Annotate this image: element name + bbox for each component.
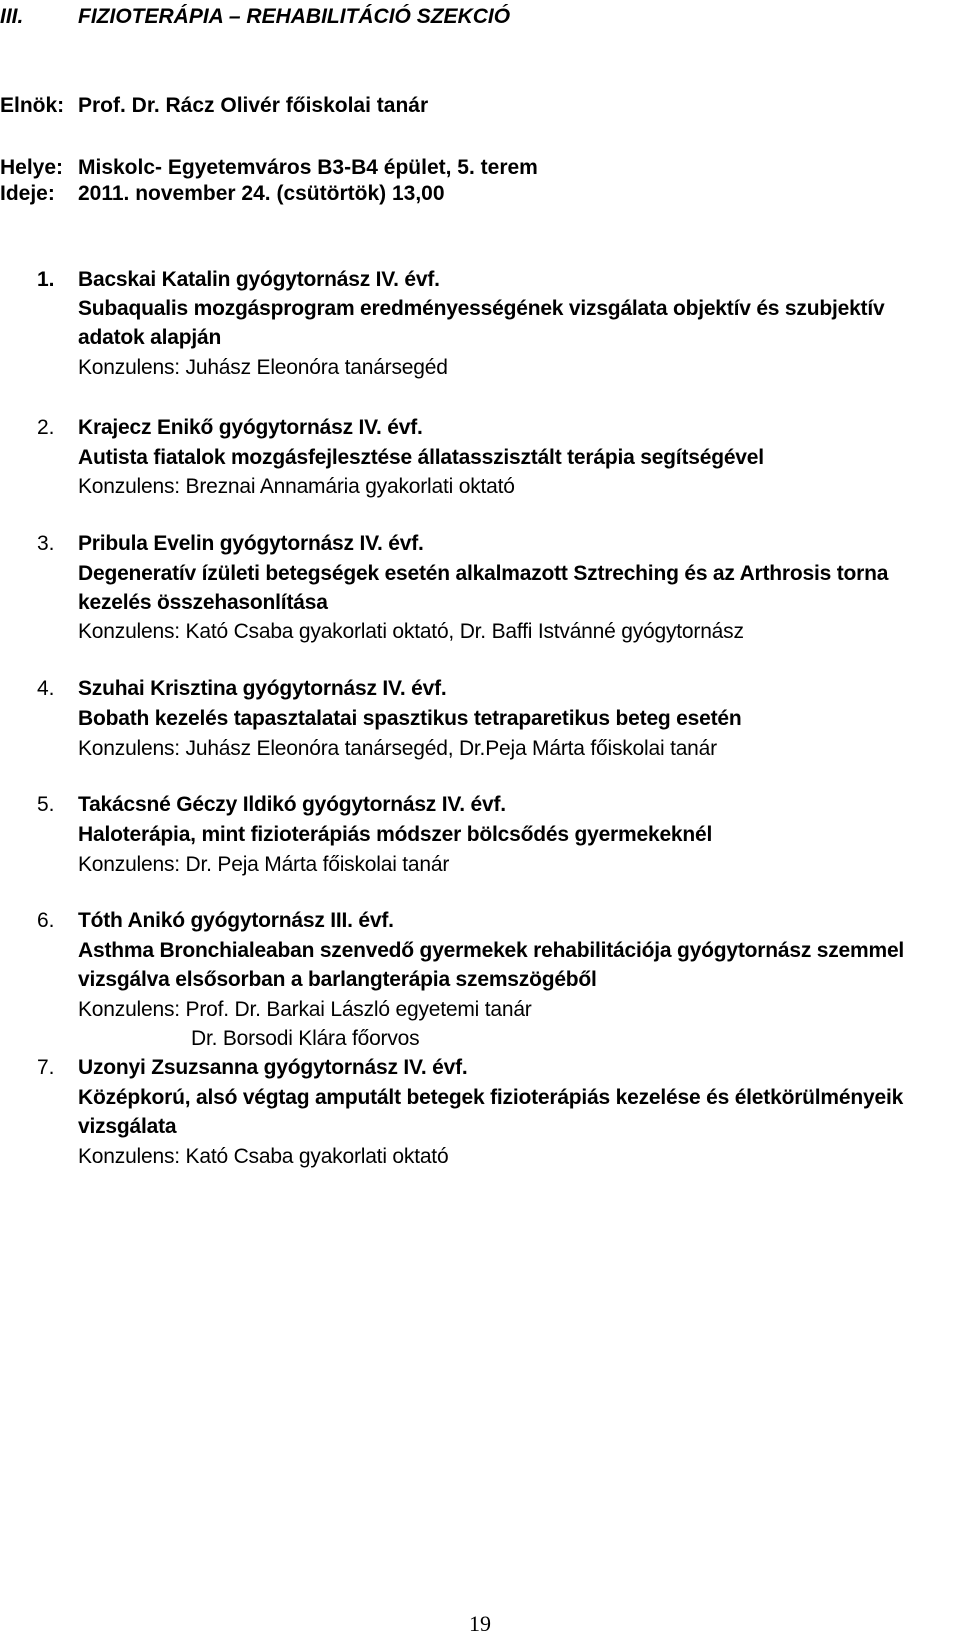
entry-number: 4.: [37, 677, 55, 700]
time-value: 2011. november 24. (csütörtök) 13,00: [78, 182, 445, 205]
entry-author: Krajecz Enikő gyógytornász IV. évf.: [78, 416, 423, 439]
entry-number: 1.: [37, 268, 55, 291]
entry-consultant: Konzulens: Breznai Annamária gyakorlati oktató: [78, 475, 515, 498]
entry-number: 3.: [37, 532, 55, 555]
page-number: 19: [469, 1611, 491, 1636]
entry-title-line: Subaqualis mozgásprogram eredményességének vizsgálata objektív és szubjektív: [78, 297, 885, 320]
entry-title-line: Asthma Bronchialeaban szenvedő gyermekek rehabilitációja gyógytornász szemmel: [78, 939, 905, 962]
entry-consultant: Konzulens: Juhász Eleonóra tanársegéd: [78, 356, 448, 379]
section-title: FIZIOTERÁPIA – REHABILITÁCIÓ SZEKCIÓ: [78, 5, 511, 28]
entry-consultant: Konzulens: Kató Csaba gyakorlati oktató: [78, 1145, 449, 1168]
entry-number: 6.: [37, 909, 55, 932]
entry-author: Tóth Anikó gyógytornász III. évf.: [78, 909, 394, 932]
entry-title-line: Középkorú, alsó végtag amputált betegek fizioterápiás kezelése és életkörülményeik: [78, 1086, 904, 1109]
entry-consultant: Konzulens: Juhász Eleonóra tanársegéd, Dr.Peja Márta főiskolai tanár: [78, 737, 717, 760]
entry-author: Szuhai Krisztina gyógytornász IV. évf.: [78, 677, 447, 700]
entry-consultant: Konzulens: Dr. Peja Márta főiskolai tanár: [78, 853, 450, 876]
entry-number: 5.: [37, 793, 55, 816]
entry-number: 2.: [37, 416, 55, 439]
entry-author: Uzonyi Zsuzsanna gyógytornász IV. évf.: [78, 1056, 468, 1079]
entry-title-line: Degeneratív ízületi betegségek esetén alkalmazott Sztreching és az Arthrosis torna: [78, 562, 889, 585]
entry-consultant: Dr. Borsodi Klára főorvos: [191, 1027, 420, 1050]
entry-author: Pribula Evelin gyógytornász IV. évf.: [78, 532, 424, 555]
chair-value: Prof. Dr. Rácz Olivér főiskolai tanár: [78, 94, 429, 117]
entry-author: Takácsné Géczy Ildikó gyógytornász IV. évf.: [78, 793, 506, 816]
entry-title-line: Haloterápia, mint fizioterápiás módszer bölcsődés gyermekeknél: [78, 823, 713, 846]
entry-number: 7.: [37, 1056, 55, 1079]
entry-author: Bacskai Katalin gyógytornász IV. évf.: [78, 268, 440, 291]
entry-consultant: Konzulens: Kató Csaba gyakorlati oktató, Dr. Baffi Istvánné gyógytornász: [78, 620, 744, 643]
place-value: Miskolc- Egyetemváros B3-B4 épület, 5. terem: [78, 156, 538, 179]
entry-consultant: Konzulens: Prof. Dr. Barkai László egyetemi tanár: [78, 998, 532, 1021]
chair-label: Elnök:: [0, 94, 65, 117]
entry-title-line: Bobath kezelés tapasztalatai spasztikus tetraparetikus beteg esetén: [78, 707, 742, 730]
section-number: III.: [0, 5, 24, 28]
entry-title-line: vizsgálva elsősorban a barlangterápia szemszögéből: [78, 968, 597, 991]
entry-title-line: vizsgálata: [78, 1115, 177, 1138]
entry-title-line: Autista fiatalok mozgásfejlesztése állatasszisztált terápia segítségével: [78, 446, 764, 469]
entry-title-line: adatok alapján: [78, 326, 222, 349]
time-label: Ideje:: [0, 182, 55, 205]
entry-title-line: kezelés összehasonlítása: [78, 591, 328, 614]
place-label: Helye:: [0, 156, 64, 179]
